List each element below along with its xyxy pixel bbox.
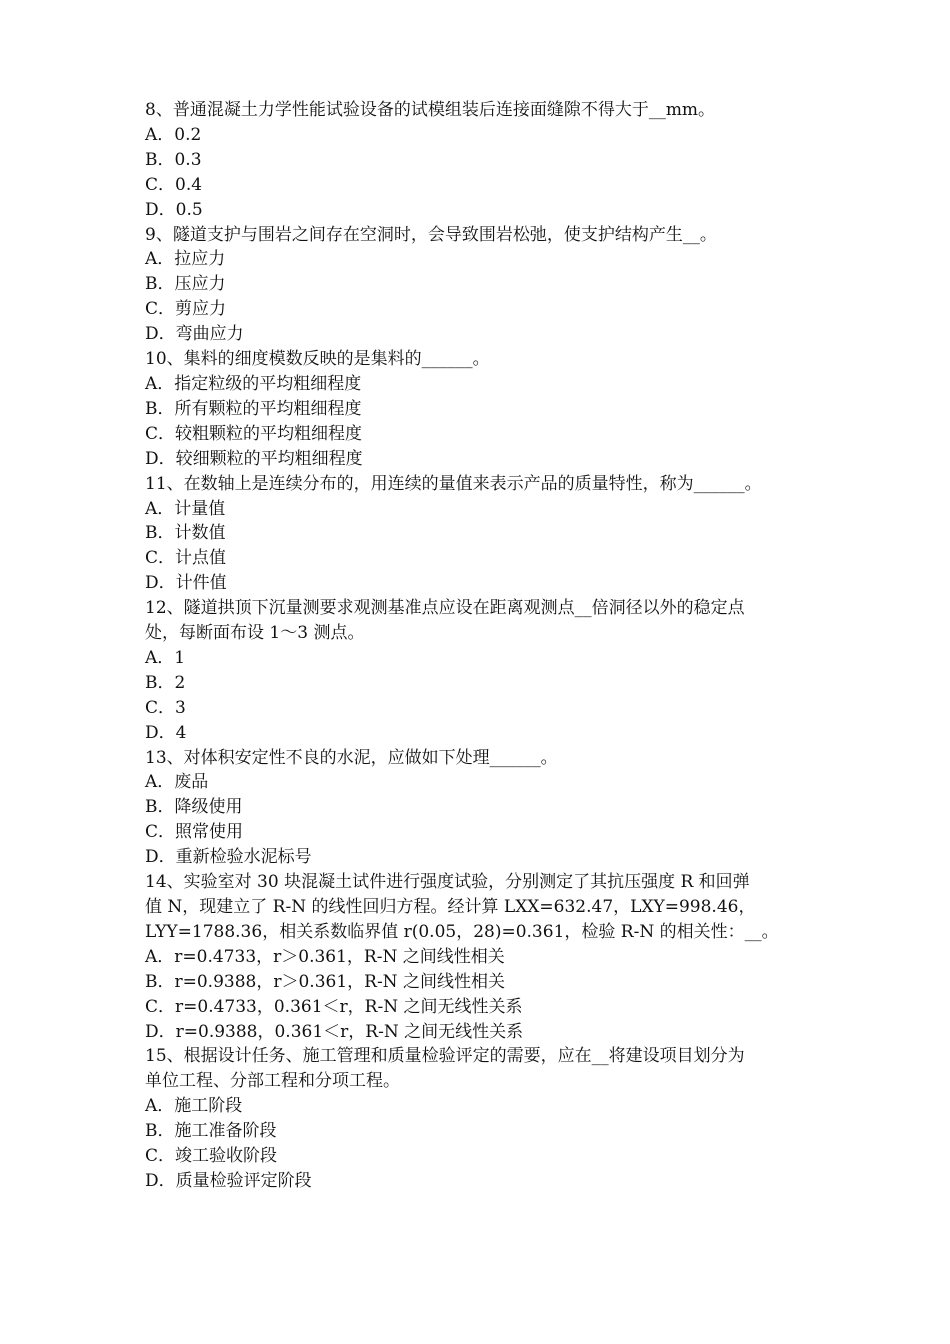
option-a: A．0.2	[145, 124, 202, 145]
option-d: D．重新检验水泥标号	[145, 847, 312, 868]
question-11	[145, 472, 815, 597]
question-9	[145, 223, 815, 348]
option-c: C．照常使用	[145, 822, 244, 843]
question-text: 10、集料的细度模数反映的是集料的______。	[145, 349, 490, 370]
option-b: B．计数值	[145, 523, 226, 544]
option-b: B．0.3	[145, 149, 202, 170]
option-d: D．4	[145, 722, 187, 743]
question-text-line-2: 单位工程、分部工程和分项工程。	[145, 1071, 400, 1092]
question-text-line-2: 处，每断面布设 1～3 测点。	[145, 623, 365, 644]
option-a: A．废品	[145, 772, 209, 793]
option-d: D．较细颗粒的平均粗细程度	[145, 448, 363, 469]
option-a: A．拉应力	[145, 249, 226, 270]
option-b: B．施工准备阶段	[145, 1121, 277, 1142]
option-c: C．0.4	[145, 174, 203, 195]
option-a: A．施工阶段	[145, 1096, 243, 1117]
option-b: B．2	[145, 672, 186, 693]
option-c: C．较粗颗粒的平均粗细程度	[145, 423, 363, 444]
question-text-line-1: 15、根据设计任务、施工管理和质量检验评定的需要，应在__将建设项目划分为	[145, 1046, 745, 1067]
question-text-line-1: 14、实验室对 30 块混凝土试件进行强度试验，分别测定了其抗压强度 R 和回弹	[145, 872, 750, 893]
option-b: B．降级使用	[145, 797, 243, 818]
option-d: D．0.5	[145, 199, 203, 220]
option-a: A．计量值	[145, 498, 226, 519]
option-a: A．r=0.4733，r＞0.361，R-N 之间线性相关	[145, 946, 505, 967]
option-d: D．r=0.9388，0.361＜r，R-N 之间无线性关系	[145, 1021, 524, 1042]
question-14	[145, 870, 815, 1044]
question-text: 9、隧道支护与围岩之间存在空洞时，会导致围岩松弛，使支护结构产生__。	[145, 224, 717, 245]
option-d: D．弯曲应力	[145, 324, 244, 345]
option-c: C．计点值	[145, 548, 227, 569]
option-a: A．1	[145, 647, 186, 668]
question-15	[145, 1044, 815, 1193]
question-text-line-3: LYY=1788.36，相关系数临界值 r(0.05，28)=0.361，检验 R-N 的相关性：__。	[145, 921, 779, 942]
option-c: C．剪应力	[145, 299, 227, 320]
question-text: 8、普通混凝土力学性能试验设备的试模组装后连接面缝隙不得大于__mm。	[145, 100, 716, 120]
option-b: B．所有颗粒的平均粗细程度	[145, 398, 362, 419]
option-c: C．r=0.4733，0.361＜r，R-N 之间无线性关系	[145, 996, 523, 1017]
question-13	[145, 746, 815, 871]
question-text-line-2: 值 N，现建立了 R-N 的线性回归方程。经计算 LXX=632.47，LXY=998.46，	[145, 897, 756, 917]
option-a: A．指定粒级的平均粗细程度	[145, 373, 362, 394]
document-page	[145, 98, 815, 1194]
option-c: C．3	[145, 697, 186, 718]
question-12	[145, 596, 815, 745]
question-text-line-1: 12、隧道拱顶下沉量测要求观测基准点应设在距离观测点__倍洞径以外的稳定点	[145, 598, 745, 619]
question-text: 11、在数轴上是连续分布的，用连续的量值来表示产品的质量特性，称为______。	[145, 473, 762, 494]
question-10	[145, 347, 815, 472]
question-8	[145, 98, 815, 223]
option-b: B．压应力	[145, 274, 226, 295]
option-b: B．r=0.9388，r＞0.361，R-N 之间线性相关	[145, 971, 505, 992]
option-d: D．计件值	[145, 573, 227, 594]
option-d: D．质量检验评定阶段	[145, 1170, 312, 1191]
option-c: C．竣工验收阶段	[145, 1146, 278, 1167]
question-text: 13、对体积安定性不良的水泥，应做如下处理______。	[145, 747, 558, 768]
